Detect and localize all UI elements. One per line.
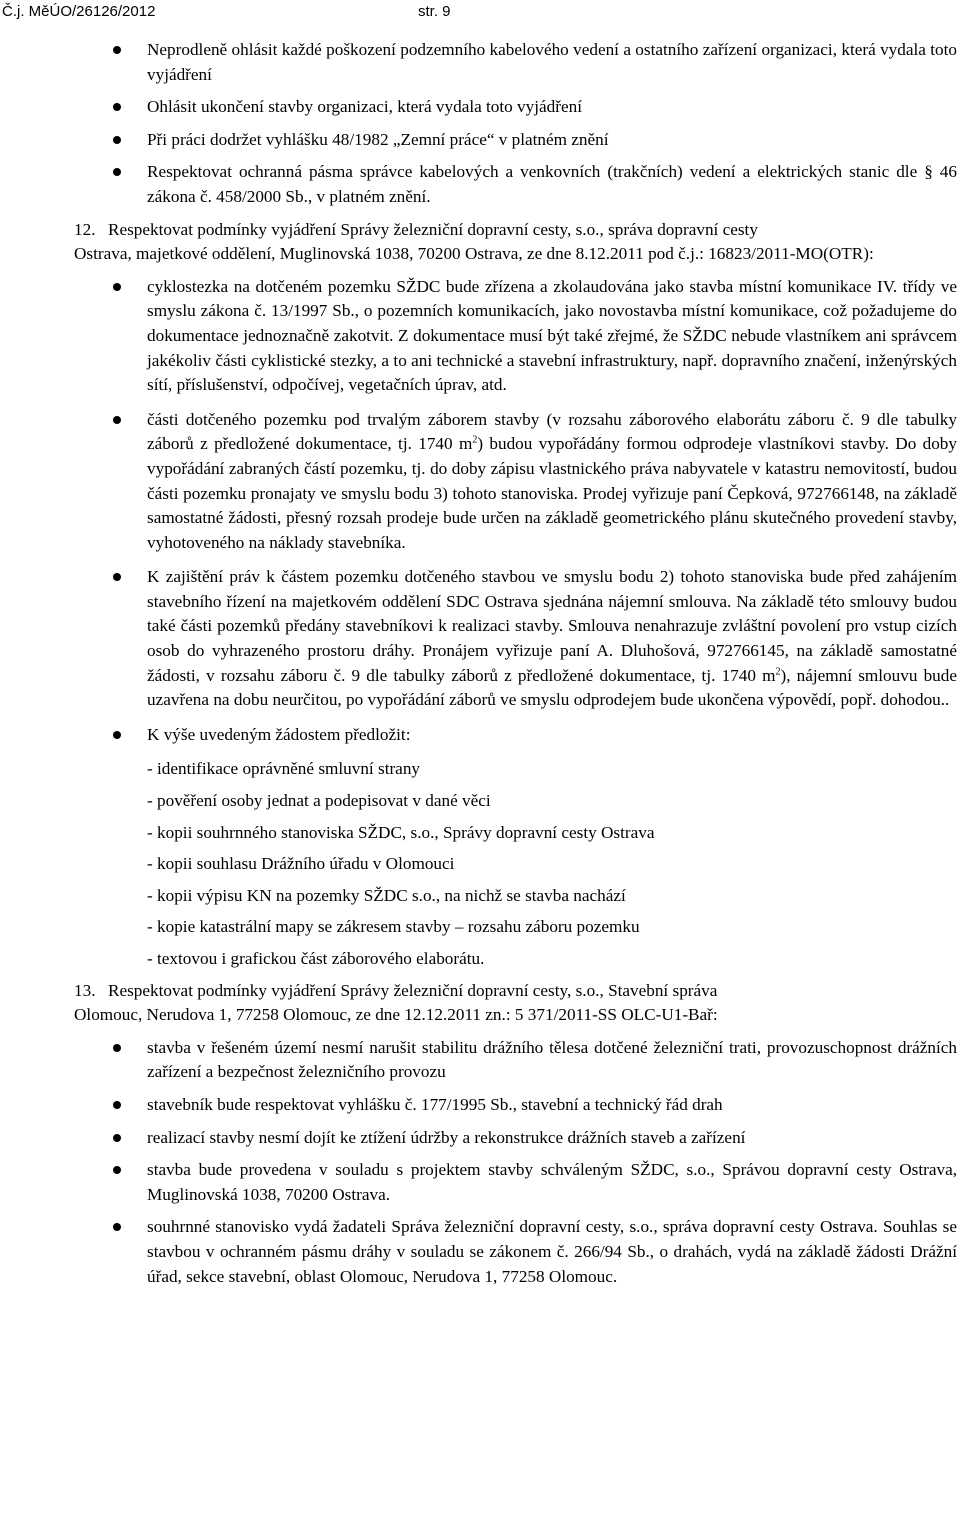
superscript: 2 (775, 665, 781, 677)
superscript: 2 (472, 434, 478, 446)
bullet-list-general (147, 38, 957, 210)
list-item: - textovou i grafickou část záborového elaborátu. (147, 949, 485, 968)
list-item: - identifikace oprávněné smluvní strany (147, 759, 421, 779)
page-number: str. 9 (418, 3, 451, 20)
list-item: stavebník bude respektovat vyhlášku č. 177/1995 Sb., stavební a technický řád drah (147, 1093, 957, 1118)
list-item-text: K zajištění práv k částem pozemku dotčeného stavbou ve smyslu bodu 2) tohoto stanoviska bude před zahájením stavebního řízení na majetkovém oddělení SDC Ostrava sjednána nájemní smlouva. Na základě této smlouvy budou také části pozemků předány stavebníkovi k realizaci stavby. Smlouva nenahrazuje zvláštní povolení pro vstup cizích osob do vyhrazeného prostoru dráhy. Pronájem vyřizuje paní A. Dluhošová, 972766145, na základě samostatné žádosti, v rozsahu záboru č. 9 dle tabulky záborů z předložené dokumentace, tj. 1740 m (147, 567, 957, 685)
list-item: Při práci dodržet vyhlášku 48/1982 „Zemní práce“ v platném znění (147, 128, 957, 153)
bullet-list-section-12 (147, 275, 957, 748)
list-item: - pověření osoby jednat a podepisovat v dané věci (147, 791, 491, 811)
bullet-list-section-13 (147, 1036, 957, 1289)
section-number: 12. (74, 219, 96, 239)
list-item-text: ) budou vypořádány formou odprodeje vlastníkovi stavby. Do doby vypořádání zabraných částí pozemku, tj. do doby zápisu vlastnického práva nabyvatele v katastru nemovitostí, budou části pozemku pronajaty ve smyslu bodu 3) tohoto stanoviska. Prodej vyřizuje paní Čepková, 972766148, na základě samostatné žádosti, přesný rozsah prodeje bude určen na základě geometrického plánu skutečného provedení stavby, vyhotoveného na náklady stavebníka. (147, 434, 957, 552)
section-heading-cont: Ostrava, majetkové oddělení, Muglinovská 1038, 70200 Ostrava, ze dne 8.12.2011 pod č.j.: 16823/2011-MO(OTR): (74, 244, 874, 264)
section-heading: Respektovat podmínky vyjádření Správy železniční dopravní cesty, s.o., Stavební správa (108, 980, 718, 1000)
list-item (147, 408, 957, 556)
list-item: Neprodleně ohlásit každé poškození podzemního kabelového vedení a ostatního zařízení organizaci, která vydala toto vyjádření (147, 38, 957, 87)
section-number: 13. (74, 980, 96, 1000)
document-reference: Č.j. MěÚO/26126/2012 (2, 3, 156, 20)
dash-list-documents (147, 757, 960, 971)
list-item: - kopie katastrální mapy se zákresem stavby – rozsahu záboru pozemku (147, 917, 640, 937)
list-item: stavba bude provedena v souladu s projektem stavby schváleným SŽDC, s.o., Správou dopravní cesty Ostrava, Muglinovská 1038, 70200 Ostrava. (147, 1158, 957, 1207)
list-item: K výše uvedeným žádostem předložit: (147, 723, 957, 748)
page-header (0, 0, 960, 22)
list-item: souhrnné stanovisko vydá žadateli Správa železniční dopravní cesty, s.o., správa dopravní cesty Ostrava. Souhlas se stavbou v ochranném pásmu dráhy v souladu se zákonem č. 266/94 Sb., o drahách, vydá na základě žádosti Drážní úřad, sekce stavební, oblast Olomouc, Nerudova 1, 77258 Olomouc. (147, 1215, 957, 1289)
document-body (0, 38, 960, 1297)
section-heading-cont: Olomouc, Nerudova 1, 77258 Olomouc, ze dne 12.12.2011 zn.: 5 371/2011-SS OLC-U1-Bař: (74, 1005, 718, 1025)
list-item: cyklostezka na dotčeném pozemku SŽDC bude zřízena a zkolaudována jako stavba místní komunikace IV. třídy ve smyslu zákona č. 13/1997 Sb., o pozemních komunikacích, jako novostavba místní komunikace, což požadujeme do dokumentace jednoznačně zakotvit. Z dokumentace musí být také zřejmé, že SŽDC nebude vlastníkem ani správcem jakékoliv části cyklistické stezky, a to ani technické a stavební infrastruktury, např. dopravního značení, inženýrských sítí, příslušenství, odpočívej, vegetačních úprav, atd. (147, 275, 957, 398)
section-13 (0, 979, 960, 1028)
section-12 (0, 218, 960, 267)
section-heading: Respektovat podmínky vyjádření Správy železniční dopravní cesty, s.o., správa dopravní cesty (108, 219, 758, 239)
list-item-text: ), nájemní smlouvu bude uzavřena na dobu neurčitou, po vypořádání záborů ve smyslu odprodejem bude ukončena výpovědí, popř. dohodou.. (147, 665, 957, 710)
list-item: - kopii souhrnného stanoviska SŽDC, s.o., Správy dopravní cesty Ostrava (147, 822, 655, 842)
list-item-text: části dotčeného pozemku pod trvalým záborem stavby (v rozsahu záborového elaborátu záboru č. 9 dle tabulky záborů z předložené dokumentace, tj. 1740 m (147, 409, 957, 454)
list-item: Ohlásit ukončení stavby organizaci, která vydala toto vyjádření (147, 95, 957, 120)
list-item: - kopii výpisu KN na pozemky SŽDC s.o., na nichž se stavba nachází (147, 885, 626, 905)
list-item (147, 565, 957, 713)
list-item: realizací stavby nesmí dojít ke ztížení údržby a rekonstrukce drážních staveb a zařízení (147, 1126, 957, 1151)
list-item: Respektovat ochranná pásma správce kabelových a venkovních (trakčních) vedení a elektrických stanic dle § 46 zákona č. 458/2000 Sb., v platném znění. (147, 160, 957, 209)
list-item: - kopii souhlasu Drážního úřadu v Olomouci (147, 854, 455, 874)
list-item: stavba v řešeném území nesmí narušit stabilitu drážního tělesa dotčené železniční trati, provozuschopnost drážních zařízení a bezpečnost železničního provozu (147, 1036, 957, 1085)
